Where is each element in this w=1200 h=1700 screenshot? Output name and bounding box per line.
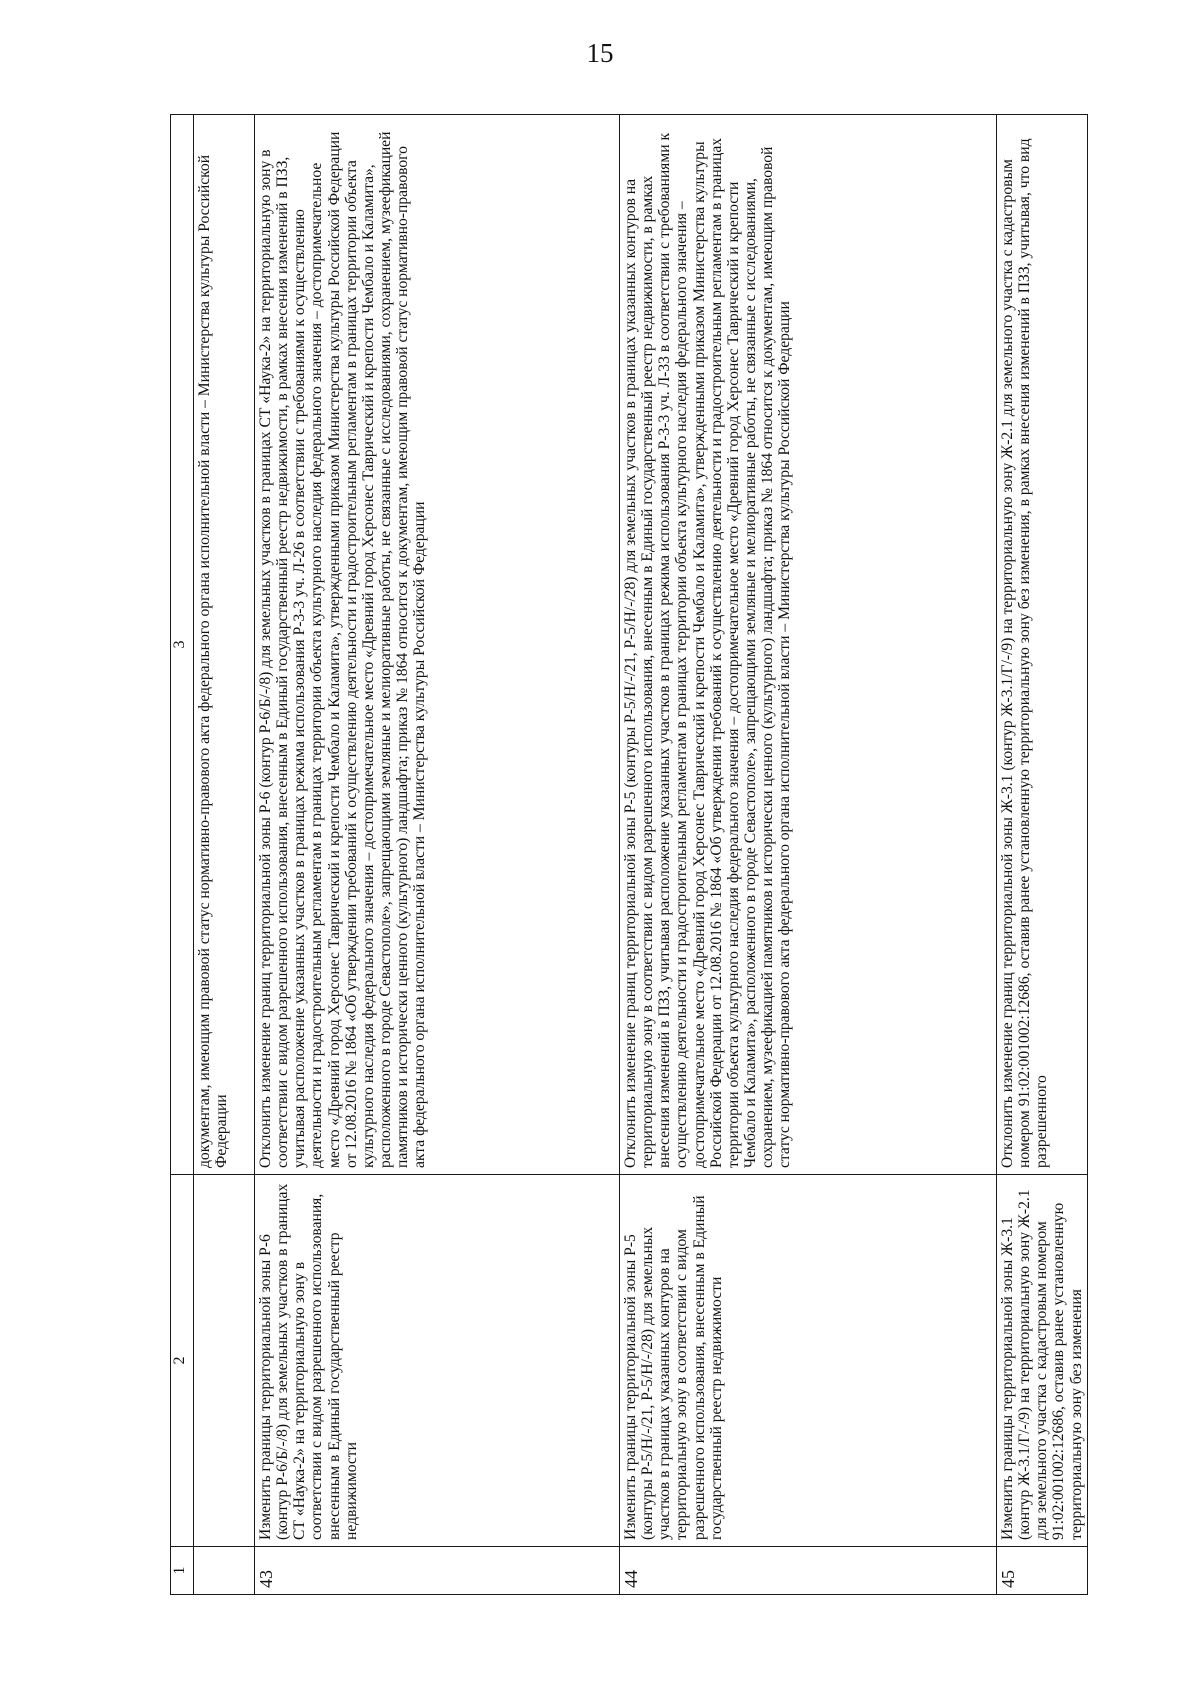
proposal-cell: Изменить границы территориальной зоны Р-5 (контуры Р-5/Н/-/21, Р-5/Н/-/28) для земельных участков в границах указанных контуров на территориальную зону в соответствии с видом разрешенного использования, внесенным в Единый государственный реестр недвижимости <box>620 1175 997 1547</box>
column-header-2: 2 <box>171 1175 194 1547</box>
decision-cell: Отклонить изменение границ территориальной зоны Р-5 (контуры Р-5/Н/-/21, Р-5/Н/-/28) для земельных участков в границах указанных контуров на территориальную зону в соответствии с видом разрешенного использования, внесенным в Единый государственный реестр недвижимости, в рамках внесения изменений в ПЗЗ, учитывая расположение указанных участков в границах режима использования Р-3-3 уч. Л-33 в соответствии с требованиями к осуществлению деятельности и градостроительным регламентам в границах территории объекта культурного наследия федерального значения – достопримечательное место «Древний город Херсонес Таврический и крепости Чембало и Каламита», утвержденными приказом Министерства культуры Российской Федерации от 12.08.2016 № 1864 «Об утверждении требований к осуществлению деятельности и градостроительным регламентам в границах территории объекта культурного наследия федерального значения – достопримечательное место «Древний город Херсонес Таврический и крепости Чембало и Каламита», расположенного в городе Севастополе», запрещающими земляные и мелиоративные работы, не связанные с исследованиями, сохранением, музеефикацией памятников и исторически ценного (культурного) ландшафта; приказ № 1864 относится к документам, имеющим правовой статус нормативно-правового акта федерального органа исполнительной власти – Министерства культуры Российской Федерации <box>620 115 997 1175</box>
page-number: 15 <box>586 38 614 68</box>
proposal-cell <box>194 1175 255 1547</box>
table-row <box>620 115 997 1595</box>
decision-cell: Отклонить изменение границ территориальной зоны Р-6 (контур Р-6/Б/-/8) для земельных участков в границах СТ «Наука-2» на территориальную зону в соответствии с видом разрешенного использования, внесенным в Единый государственный реестр недвижимости, в рамках внесения изменений в ПЗЗ, учитывая расположение указанных участков в границах режима использования Р-3-3 уч. Л-26 в соответствии с требованиями к осуществлению деятельности и градостроительным регламентам в границах территории объекта культурного наследия федерального значения – достопримечательное место «Древний город Херсонес Таврический и крепости Чембало и Каламита», утвержденными приказом Министерства культуры Российской Федерации от 12.08.2016 № 1864 «Об утверждении требований к осуществлению деятельности и градостроительным регламентам в границах территории объекта культурного наследия федерального значения – достопримечательное место «Древний город Херсонес Таврический и крепости Чембало и Каламита», расположенного в городе Севастополе», запрещающими земляные и мелиоративные работы, не связанные с исследованиями, сохранением, музеефикацией памятников и исторически ценного (культурного) ландшафта; приказ № 1864 относится к документам, имеющим правовой статус нормативно-правового акта федерального органа исполнительной власти – Министерства культуры Российской Федерации <box>255 115 620 1175</box>
row-number: 44 <box>620 1547 997 1595</box>
row-number <box>194 1547 255 1595</box>
proposal-cell: Изменить границы территориальной зоны Р-6 (контур Р-6/Б/-/8) для земельных участков в границах СТ «Наука-2» на территориальную зону в соответствии с видом разрешенного использования, внесенным в Единый государственный реестр недвижимости <box>255 1175 620 1547</box>
decisions-table <box>170 114 1088 1595</box>
decision-cell: Отклонить изменение границ территориальной зоны Ж-3.1 (контур Ж-3.1/Г/-/9) на территориальную зону Ж-2.1 для земельного участка с кадастровым номером 91:02:001002:12686, оставив ранее установленную территориальную зону без изменения, в рамках внесения изменений в ПЗЗ, учитывая, что вид разрешенного <box>997 115 1088 1175</box>
rotated-table-container <box>170 115 1085 1595</box>
row-number: 43 <box>255 1547 620 1595</box>
table-row <box>255 115 620 1595</box>
table-row-continuation <box>194 115 255 1595</box>
decision-cell: документам, имеющим правовой статус нормативно-правового акта федерального органа исполнительной власти – Министерства культуры Российской Федерации <box>194 115 255 1175</box>
table-header-row <box>171 115 194 1595</box>
table-row <box>997 115 1088 1595</box>
proposal-cell: Изменить границы территориальной зоны Ж-3.1 (контур Ж-3.1/Г/-/9) на территориальную зону Ж-2.1 для земельного участка с кадастровым номером 91:02:001002:12686, оставив ранее установленную территориальную зону без изменения <box>997 1175 1088 1547</box>
column-header-3: 3 <box>171 115 194 1175</box>
row-number: 45 <box>997 1547 1088 1595</box>
column-header-1: 1 <box>171 1547 194 1595</box>
